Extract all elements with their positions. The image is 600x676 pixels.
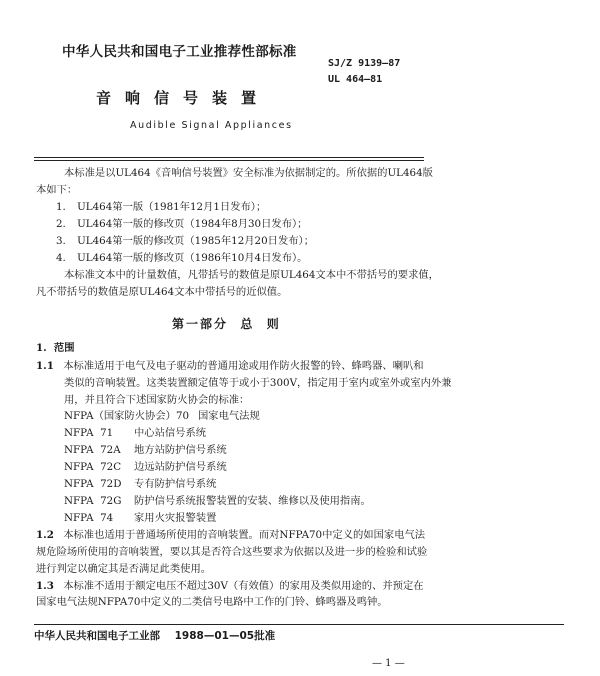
document-title-english: Audible Signal Appliances (130, 120, 293, 131)
ul-code: UL 464—81 (328, 74, 383, 85)
preface-item (56, 216, 307, 233)
clause-1-2-line2: 规危险场所使用的音响装置，要以其是否符合这些要求为依据以及进一步的检验和试验 (36, 546, 428, 558)
preface-item (56, 250, 307, 267)
nfpa-row (64, 510, 216, 527)
nfpa-row (64, 459, 227, 476)
item-number: 4. (56, 252, 66, 264)
nfpa-code: NFPA（国家防火协会）70 (64, 410, 190, 422)
nfpa-code: NFPA 72A (64, 444, 121, 456)
preface-note-cont: 凡不带括号的数值是原UL464文本中带括号的近似值。 (36, 286, 288, 298)
clause-1-3 (36, 578, 424, 595)
document-title: 音响信号装置 (96, 89, 271, 107)
nfpa-desc: 中心站信号系统 (134, 427, 207, 439)
clause-text: 本标准也适用于普通场所使用的音响装置。而对NFPA70中定义的如国家电气法 (63, 529, 426, 541)
clause-1-1 (36, 358, 424, 375)
clause-1-2 (36, 527, 425, 544)
clause-text: 本标准不适用于额定电压不超过30V（有效值）的家用及类似用途的、并预定在 (63, 580, 424, 592)
nfpa-row (64, 493, 371, 510)
clause-text: 本标准适用于电气及电子驱动的普通用途或用作防火报警的铃、蜂鸣器、喇叭和 (63, 360, 424, 372)
item-number: 1. (56, 201, 66, 213)
preface-intro: 本标准是以UL464《音响信号装置》安全标准为依据制定的。所依据的UL464版 (64, 167, 433, 179)
footer-divider (34, 624, 564, 625)
header-divider (34, 157, 424, 158)
clause-1-2-line3: 进行判定以确定其是否满足此类使用。 (36, 563, 212, 575)
preface-item (56, 199, 266, 216)
standard-code: SJ/Z 9139—87 (328, 58, 401, 69)
clause-1-1-line3: 用，并且符合下述国家防火协会的标准： (64, 394, 250, 406)
nfpa-code: NFPA 74 (64, 512, 114, 524)
clause-1-3-line2: 国家电气法规NFPA70中定义的二类信号电路中工作的门铃、蜂鸣器及鸣钟。 (36, 596, 388, 608)
nfpa-row (64, 442, 227, 459)
preface-item (56, 233, 314, 250)
item-text: UL464第一版的修改页（1986年10月4日发布）。 (77, 252, 308, 264)
nfpa-code: NFPA 72G (64, 495, 122, 507)
preface-note: 本标准文本中的计量数值，凡带括号的数值是原UL464文本中不带括号的要求值， (64, 269, 439, 281)
nfpa-row (64, 408, 260, 425)
nfpa-desc: 防护信号系统报警装置的安装、维修以及使用指南。 (134, 495, 371, 507)
approval-line: 中华人民共和国电子工业部 1988—01—05批准 (34, 630, 276, 642)
page-number: — 1 — (372, 658, 405, 669)
nfpa-code: NFPA 72D (64, 478, 122, 490)
nfpa-desc: 专有防护信号系统 (134, 478, 217, 490)
clause-number: 1.2 (36, 529, 54, 541)
item-text: UL464第一版（1981年12月1日发布）； (77, 201, 267, 213)
issuer-title: 中华人民共和国电子工业推荐性部标准 (62, 44, 297, 60)
clause-number: 1.1 (36, 360, 54, 372)
item-number: 2. (56, 218, 66, 230)
preface-intro-cont: 本如下： (36, 184, 78, 196)
item-text: UL464第一版的修改页（1984年8月30日发布）； (77, 218, 308, 230)
nfpa-code: NFPA 71 (64, 427, 114, 439)
header-divider-2 (34, 160, 424, 161)
item-number: 3. (56, 235, 66, 247)
nfpa-desc: 边远站防护信号系统 (134, 461, 227, 473)
nfpa-code: NFPA 72C (64, 461, 122, 473)
clause-number: 1.3 (36, 580, 54, 592)
nfpa-desc: 家用火灾报警装置 (134, 512, 217, 524)
part-title: 第一部分 总 则 (172, 317, 281, 331)
nfpa-row (64, 476, 216, 493)
nfpa-desc: 国家电气法规 (198, 410, 260, 422)
nfpa-row (64, 425, 206, 442)
scope-heading: 1. 范围 (36, 342, 75, 354)
nfpa-desc: 地方站防护信号系统 (134, 444, 227, 456)
item-text: UL464第一版的修改页（1985年12月20日发布）； (77, 235, 314, 247)
clause-1-1-line2: 类似的音响装置。这类装置额定值等于或小于300V，指定用于室内或室外或室内外兼 (64, 377, 452, 389)
